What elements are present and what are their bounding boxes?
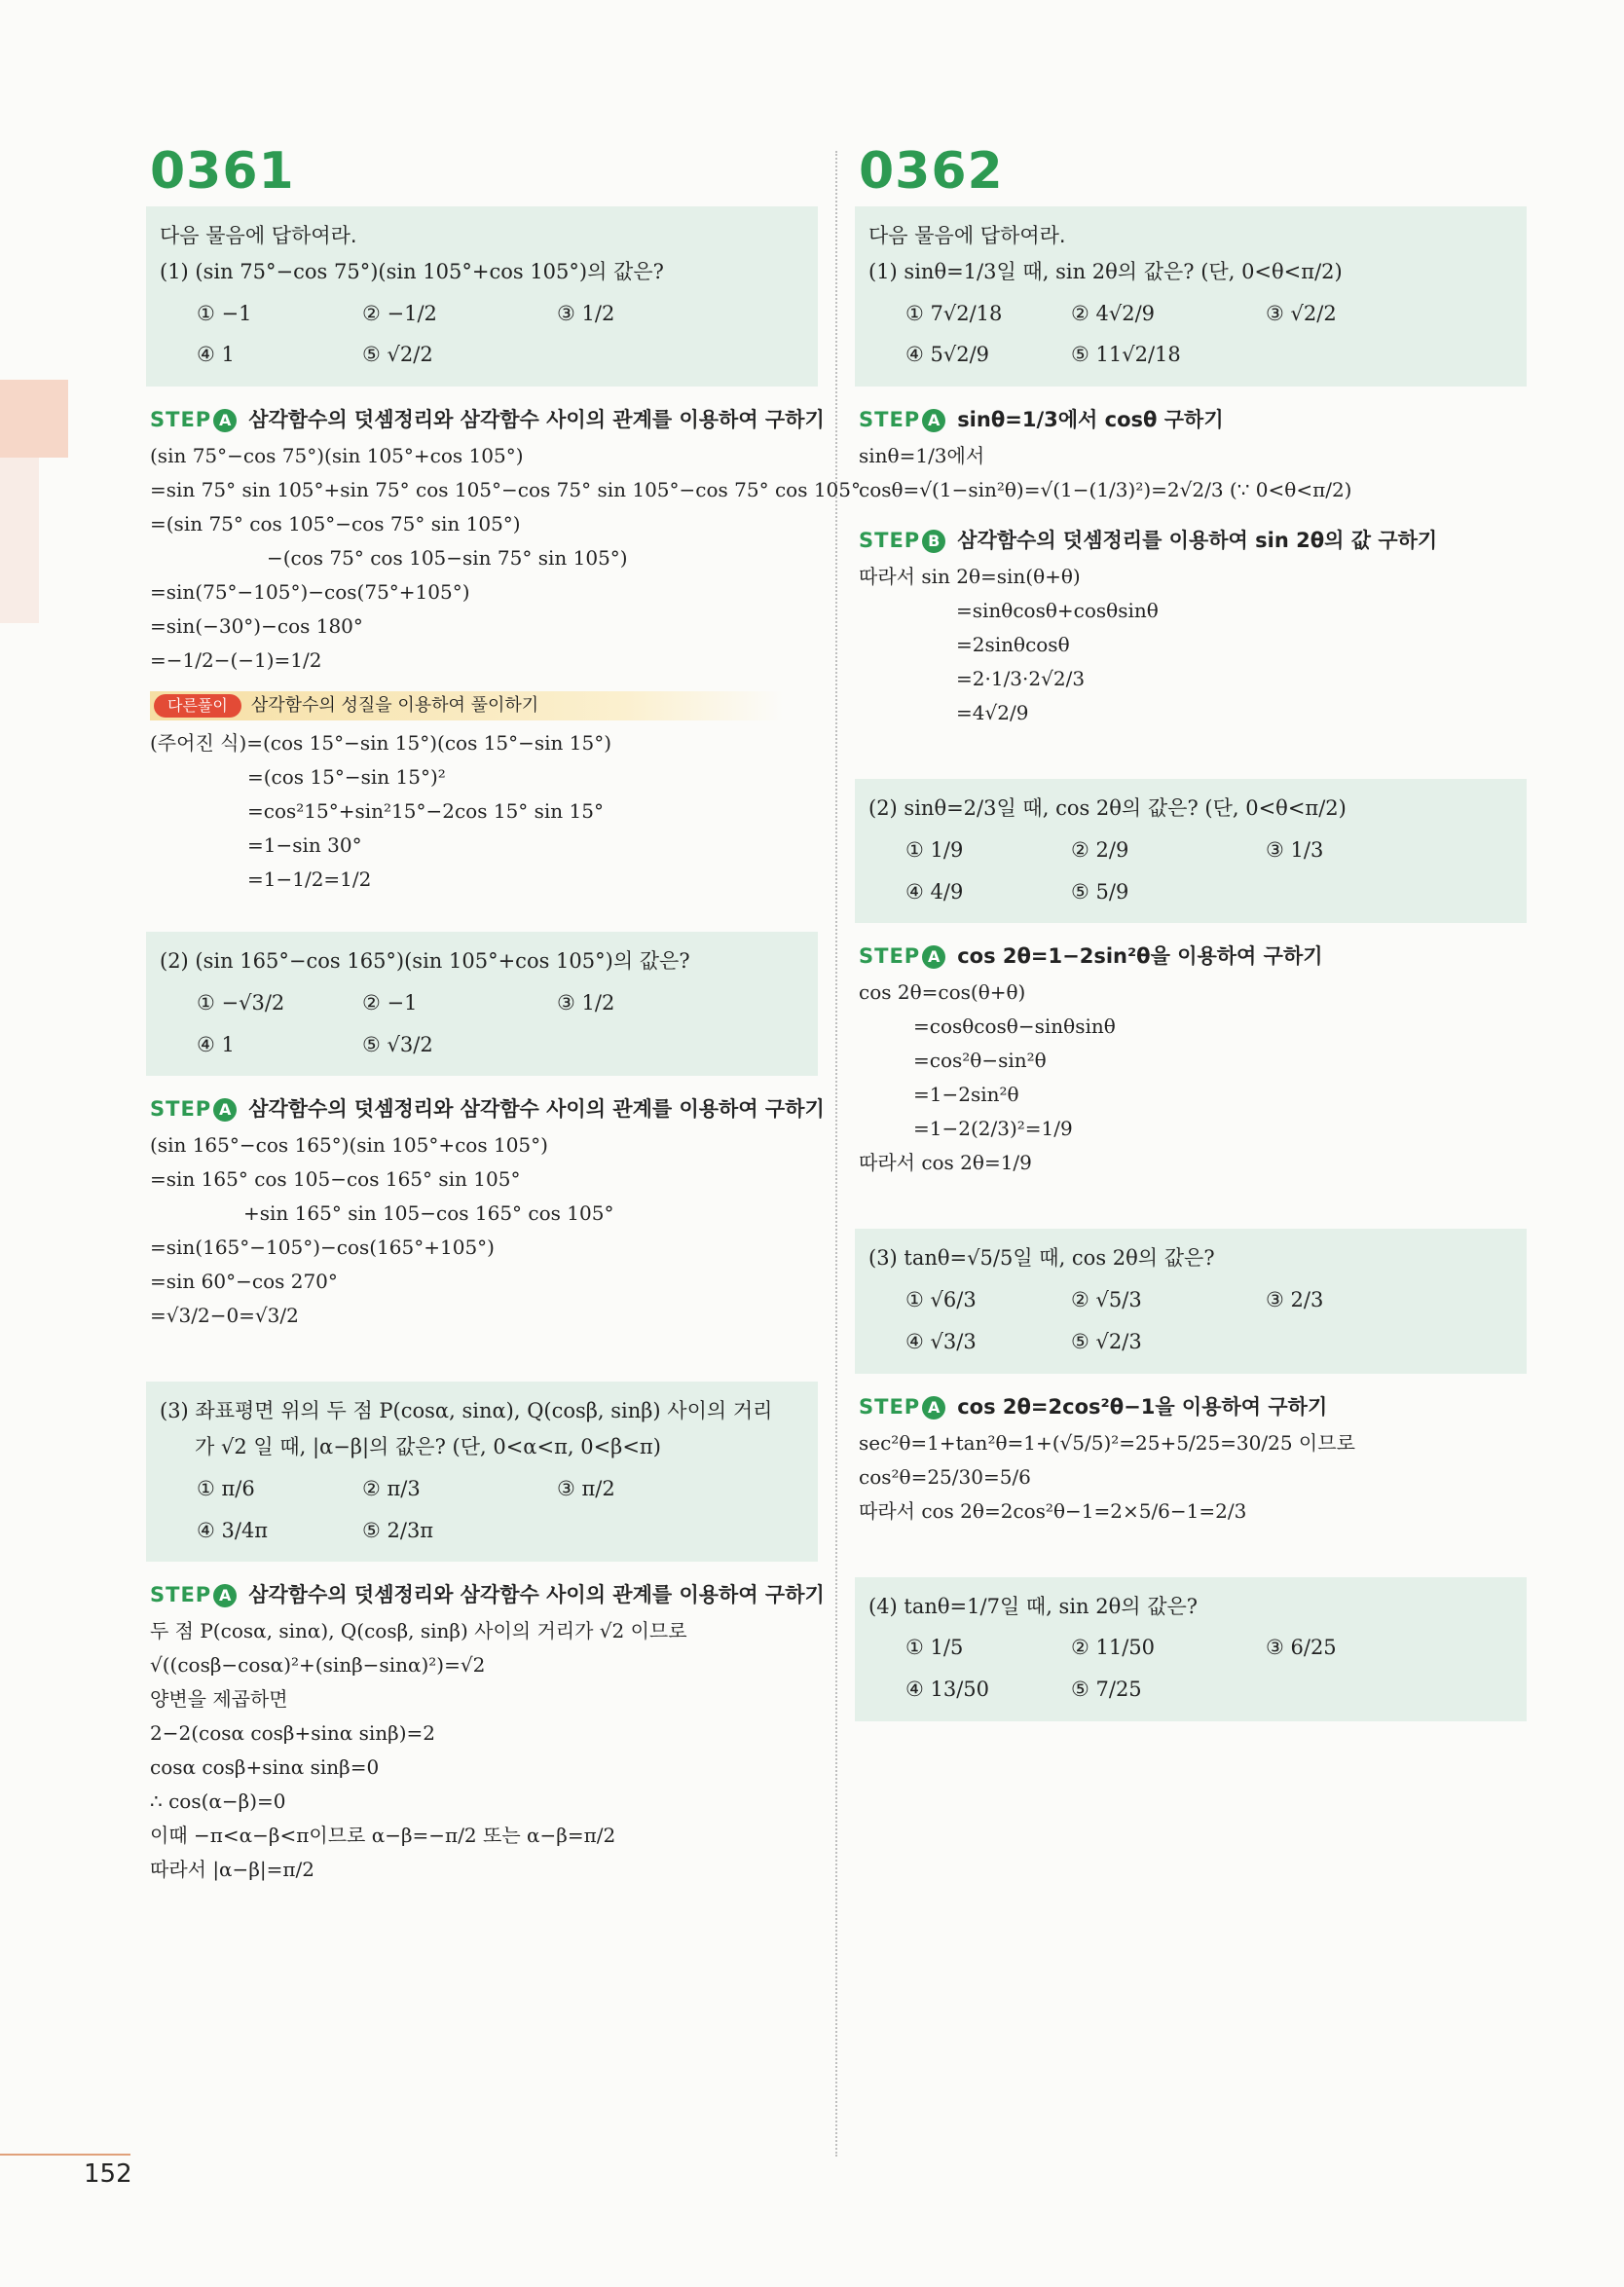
step-badge: A	[213, 1098, 237, 1122]
choice-4[interactable]: ④ 5√2/9	[905, 343, 990, 367]
choice-2[interactable]: ② 4√2/9	[1071, 301, 1156, 325]
choice-4[interactable]: ④ 3/4π	[197, 1518, 269, 1542]
question-text: (2) (sin 165°−cos 165°)(sin 105°+cos 105°)의 값은?	[160, 949, 690, 973]
alt-tag: 다른풀이	[154, 694, 241, 718]
solution	[859, 1426, 1527, 1529]
alternative-solution	[150, 726, 818, 897]
solution-line: cos 2θ=cos(θ+θ)	[859, 980, 1026, 1005]
step-label: STEP	[150, 1097, 212, 1122]
question-intro: 다음 물음에 답하여라.	[868, 224, 1066, 247]
solution-line: =1−2sin²θ	[913, 1083, 1019, 1107]
solution-line: cosθ=√(1−sin²θ)=√(1−(1/3)²)=2√2/3 (∵ 0<θ<π/2)	[859, 478, 1352, 501]
solution-line: =sin(75°−105°)−cos(75°+105°)	[150, 580, 470, 604]
step-badge: A	[213, 409, 237, 432]
step-label: STEP	[150, 408, 212, 431]
choice-1[interactable]: ① π/6	[197, 1476, 255, 1500]
step-heading	[859, 404, 1527, 433]
choice-2[interactable]: ② −1	[362, 990, 418, 1014]
problem-number: 0362	[859, 142, 1004, 201]
question-text: (4) tanθ=1/7일 때, sin 2θ의 값은?	[868, 1594, 1199, 1618]
choice-1[interactable]: ① 7√2/18	[905, 301, 1003, 325]
problem-number: 0361	[150, 142, 295, 201]
choice-3[interactable]: ③ 1/3	[1266, 837, 1324, 862]
step-badge: B	[922, 530, 945, 553]
step-label: STEP	[859, 529, 921, 552]
choice-list	[197, 1471, 802, 1549]
solution-line: =sin 75° sin 105°+sin 75° cos 105°−cos 75° sin 105°−cos 75° cos 105°	[150, 478, 861, 501]
solution	[150, 439, 861, 678]
solution-line: 따라서 sin 2θ=sin(θ+θ)	[859, 565, 1081, 588]
solution-line: =1−1/2=1/2	[247, 867, 372, 891]
choice-2[interactable]: ② π/3	[362, 1476, 421, 1500]
solution-line: =sin(165°−105°)−cos(165°+105°)	[150, 1236, 495, 1260]
question-text: (2) sinθ=2/3일 때, cos 2θ의 값은? (단, 0<θ<π/2)	[868, 796, 1347, 820]
solution-line: =1−sin 30°	[247, 833, 362, 857]
solution-line: =cosθcosθ−sinθsinθ	[913, 1014, 1116, 1039]
question-intro: 다음 물음에 답하여라.	[160, 224, 357, 247]
solution-line: =4√2/9	[956, 701, 1029, 724]
solution-line: 양변을 제곱하면	[150, 1687, 288, 1712]
choice-list	[905, 1630, 1511, 1708]
solution-line: =sin 165° cos 105−cos 165° sin 105°	[150, 1167, 521, 1192]
question-text: (3) tanθ=√5/5일 때, cos 2θ의 값은?	[868, 1246, 1215, 1271]
choice-1[interactable]: ① −√3/2	[197, 990, 285, 1014]
solution-line: 두 점 P(cosα, sinα), Q(cosβ, sinβ) 사이의 거리가 √2 이므로	[150, 1619, 687, 1643]
step-heading	[150, 1093, 825, 1123]
solution-line: (주어진 식)=(cos 15°−sin 15°)(cos 15°−sin 15°)	[150, 731, 612, 755]
solution-line: (sin 165°−cos 165°)(sin 105°+cos 105°)	[150, 1133, 548, 1158]
choice-2[interactable]: ② 2/9	[1071, 837, 1129, 862]
solution-line: =(sin 75° cos 105°−cos 75° sin 105°)	[150, 512, 521, 535]
chapter-edge-tab-light	[0, 458, 39, 623]
choice-2[interactable]: ② 11/50	[1071, 1636, 1156, 1660]
solution-line: cos²θ=25/30=5/6	[859, 1464, 1031, 1489]
column-divider	[835, 151, 837, 2157]
question-box-3	[146, 1382, 818, 1562]
solution	[859, 976, 1527, 1180]
step-label: STEP	[859, 1394, 921, 1419]
solution-line: 따라서 |α−β|=π/2	[150, 1858, 314, 1882]
solution-line: cosα cosβ+sinα sinβ=0	[150, 1755, 380, 1780]
question-box-1	[146, 206, 818, 387]
choice-list	[905, 832, 1511, 910]
question-text: (3) 좌표평면 위의 두 점 P(cosα, sinα), Q(cosβ, sinβ) 사이의 거리	[160, 1399, 773, 1423]
question-text: (1) (sin 75°−cos 75°)(sin 105°+cos 105°)의 값은?	[160, 259, 664, 283]
solution-line: =cos²θ−sin²θ	[913, 1049, 1047, 1073]
solution-line: 따라서 cos 2θ=1/9	[859, 1151, 1032, 1175]
choice-1[interactable]: ① 1/5	[905, 1636, 964, 1660]
question-box-3	[855, 1229, 1527, 1373]
choice-3[interactable]: ③ √2/2	[1266, 301, 1337, 325]
question-box-2	[855, 779, 1527, 923]
choice-4[interactable]: ④ √3/3	[905, 1329, 977, 1353]
step-heading	[859, 525, 1527, 554]
solution-line: =1−2(2/3)²=1/9	[913, 1117, 1073, 1141]
page-number-rule	[0, 2154, 130, 2156]
step-badge: A	[922, 409, 945, 432]
choice-3[interactable]: ③ π/2	[557, 1476, 615, 1500]
choice-list	[905, 1282, 1511, 1360]
solution	[859, 560, 1527, 730]
solution-line: ∴ cos(α−β)=0	[150, 1789, 286, 1814]
step-text: 삼각함수의 덧셈정리를 이용하여 sin 2θ의 값 구하기	[957, 529, 1438, 552]
question-box-4	[855, 1577, 1527, 1721]
step-label: STEP	[150, 1583, 212, 1607]
choice-5[interactable]: ⑤ √2/2	[362, 343, 433, 367]
choice-list	[197, 296, 802, 374]
step-text: 삼각함수의 덧셈정리와 삼각함수 사이의 관계를 이용하여 구하기	[248, 408, 825, 431]
solution-line: =−1/2−(−1)=1/2	[150, 648, 322, 672]
page-number: 152	[84, 2159, 132, 2189]
solution-line: sec²θ=1+tan²θ=1+(√5/5)²=25+5/25=30/25 이므로	[859, 1430, 1355, 1455]
solution-line: =sin(−30°)−cos 180°	[150, 614, 363, 638]
choice-5[interactable]: ⑤ 5/9	[1071, 879, 1129, 904]
step-text: 삼각함수의 덧셈정리와 삼각함수 사이의 관계를 이용하여 구하기	[248, 1097, 825, 1122]
choice-3[interactable]: ③ 6/25	[1266, 1636, 1337, 1660]
solution-line: +sin 165° sin 105−cos 165° cos 105°	[243, 1201, 614, 1226]
solution-line: =√3/2−0=√3/2	[150, 1304, 299, 1328]
step-heading	[150, 404, 825, 433]
step-badge: A	[922, 1396, 945, 1420]
solution	[859, 439, 1527, 507]
step-heading	[150, 1579, 825, 1608]
alternative-solution-banner	[150, 691, 783, 720]
choice-3[interactable]: ③ 1/2	[557, 990, 615, 1014]
solution-line: −(cos 75° cos 105−sin 75° sin 105°)	[267, 546, 628, 570]
step-label: STEP	[859, 944, 921, 969]
solution-line: (sin 75°−cos 75°)(sin 105°+cos 105°)	[150, 444, 524, 467]
choice-2[interactable]: ② √5/3	[1071, 1288, 1142, 1311]
alt-title: 삼각함수의 성질을 이용하여 풀이하기	[250, 695, 539, 716]
solution-line: =(cos 15°−sin 15°)²	[247, 765, 446, 789]
step-text: 삼각함수의 덧셈정리와 삼각함수 사이의 관계를 이용하여 구하기	[248, 1583, 825, 1607]
choice-2[interactable]: ② −1/2	[362, 301, 437, 325]
solution-line: √((cosβ−cosα)²+(sinβ−sinα)²)=√2	[150, 1653, 486, 1678]
solution-line: =sin 60°−cos 270°	[150, 1270, 338, 1294]
choice-4[interactable]: ④ 13/50	[905, 1678, 990, 1701]
question-box-2	[146, 932, 818, 1076]
solution-line: 이때 −π<α−β<π이므로 α−β=−π/2 또는 α−β=π/2	[150, 1824, 616, 1848]
solution-line: =cos²15°+sin²15°−2cos 15° sin 15°	[247, 799, 604, 823]
choice-1[interactable]: ① −1	[197, 301, 252, 325]
solution-line: =2·1/3·2√2/3	[956, 667, 1086, 690]
choice-5[interactable]: ⑤ 7/25	[1071, 1678, 1142, 1701]
choice-4[interactable]: ④ 4/9	[905, 879, 964, 904]
choice-3[interactable]: ③ 1/2	[557, 301, 615, 325]
question-text-cont: 가 √2 일 때, |α−β|의 값은? (단, 0<α<π, 0<β<π)	[195, 1435, 661, 1458]
choice-4[interactable]: ④ 1	[197, 1032, 235, 1056]
step-heading	[859, 941, 1527, 970]
left-column	[146, 142, 861, 1887]
choice-5[interactable]: ⑤ √2/3	[1071, 1329, 1142, 1353]
question-text: (1) sinθ=1/3일 때, sin 2θ의 값은? (단, 0<θ<π/2)	[868, 259, 1343, 283]
choice-1[interactable]: ① 1/9	[905, 837, 964, 862]
choice-5[interactable]: ⑤ 2/3π	[362, 1518, 434, 1542]
solution	[150, 1614, 818, 1887]
step-badge: A	[213, 1584, 237, 1607]
solution-line: 따라서 cos 2θ=2cos²θ−1=2×5/6−1=2/3	[859, 1498, 1247, 1523]
choice-3[interactable]: ③ 2/3	[1266, 1288, 1324, 1311]
step-text: cos 2θ=2cos²θ−1을 이용하여 구하기	[957, 1394, 1328, 1419]
choice-5[interactable]: ⑤ 11√2/18	[1071, 343, 1181, 367]
choice-list	[905, 296, 1511, 374]
right-column	[855, 142, 1527, 1735]
solution	[150, 1128, 818, 1333]
chapter-edge-tab	[0, 380, 68, 458]
solution-line: =sinθcosθ+cosθsinθ	[956, 599, 1159, 622]
solution-line: sinθ=1/3에서	[859, 444, 985, 467]
step-heading	[859, 1391, 1527, 1420]
solution-line: 2−2(cosα cosβ+sinα sinβ)=2	[150, 1721, 435, 1746]
choice-4[interactable]: ④ 1	[197, 343, 235, 367]
step-label: STEP	[859, 408, 921, 431]
step-text: sinθ=1/3에서 cosθ 구하기	[957, 408, 1224, 431]
choice-1[interactable]: ① √6/3	[905, 1288, 977, 1311]
question-box-1	[855, 206, 1527, 387]
solution-line: =2sinθcosθ	[956, 633, 1070, 656]
step-text: cos 2θ=1−2sin²θ을 이용하여 구하기	[957, 944, 1323, 969]
step-badge: A	[922, 945, 945, 969]
choice-5[interactable]: ⑤ √3/2	[362, 1032, 433, 1056]
choice-list	[197, 985, 802, 1063]
